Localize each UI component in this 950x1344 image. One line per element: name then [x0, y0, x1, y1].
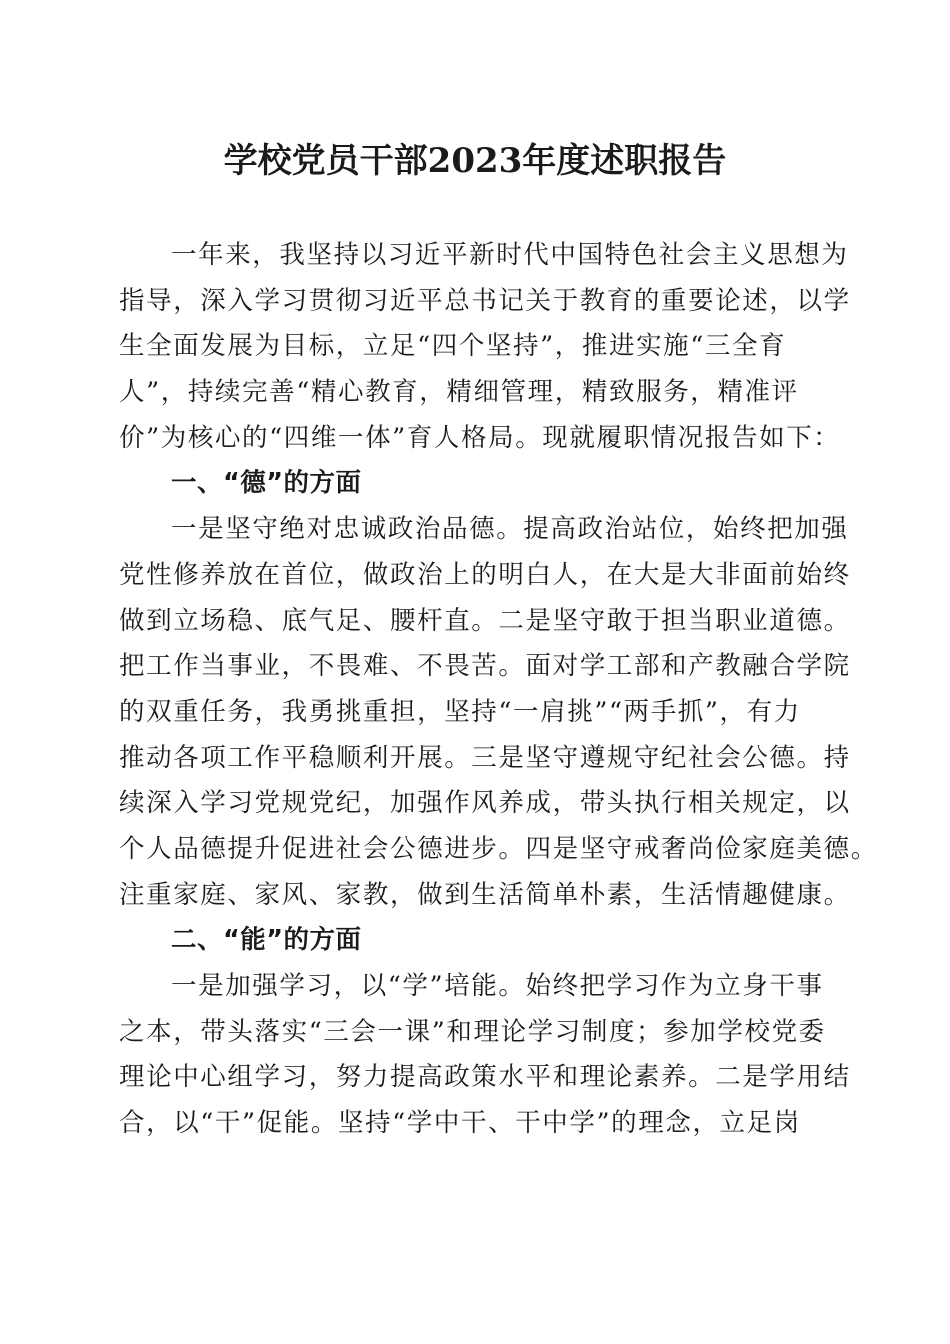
paragraph-line: 党性修养放在首位，做政治上的明白人，在大是大非面前始终	[119, 559, 851, 590]
paragraph-line: 推动各项工作平稳顺利开展。三是坚守遵规守纪社会公德。持	[119, 742, 851, 773]
paragraph-line: 续深入学习党规党纪，加强作风养成，带头执行相关规定，以	[119, 788, 851, 819]
paragraph-line: 把工作当事业，不畏难、不畏苦。面对学工部和产教融合学院	[119, 651, 851, 682]
paragraph-line: 价”为核心的“四维一体”育人格局。现就履职情况报告如下：	[119, 422, 841, 453]
paragraph-line: 生全面发展为目标，立足“四个坚持”，推进实施“三全育	[119, 331, 787, 362]
section-heading-de: 一、“德”的方面	[171, 468, 362, 499]
section-heading-neng: 二、“能”的方面	[171, 925, 362, 956]
paragraph-line: 一是坚守绝对忠诚政治品德。提高政治站位，始终把加强	[171, 514, 849, 545]
page-title: 学校党员干部2023年度述职报告	[223, 141, 727, 181]
paragraph-line: 做到立场稳、底气足、腰杆直。二是坚守敢于担当职业道德。	[119, 605, 851, 636]
paragraph-line: 指导，深入学习贯彻习近平总书记关于教育的重要论述，以学	[119, 285, 851, 316]
paragraph-line: 注重家庭、家风、家教，做到生活简单朴素，生活情趣健康。	[119, 879, 851, 910]
paragraph-line: 合，以“干”促能。坚持“学中干、干中学”的理念，立足岗	[119, 1108, 801, 1139]
paragraph-line: 的双重任务，我勇挑重担，坚持“一肩挑”“两手抓”，有力	[119, 696, 801, 727]
paragraph-line: 个人品德提升促进社会公德进步。四是坚守戒奢尚俭家庭美德。	[119, 833, 878, 864]
paragraph-line: 人”，持续完善“精心教育，精细管理，精致服务，精准评	[119, 377, 799, 408]
paragraph-line: 理论中心组学习，努力提高政策水平和理论素养。二是学用结	[119, 1062, 851, 1093]
paragraph-line: 一是加强学习，以“学”培能。始终把学习作为立身干事	[171, 971, 824, 1001]
report-body	[119, 233, 878, 1147]
paragraph-line: 一年来，我坚持以习近平新时代中国特色社会主义思想为	[171, 240, 849, 270]
paragraph-line: 之本，带头落实“三会一课”和理论学习制度；参加学校党委	[119, 1016, 826, 1047]
